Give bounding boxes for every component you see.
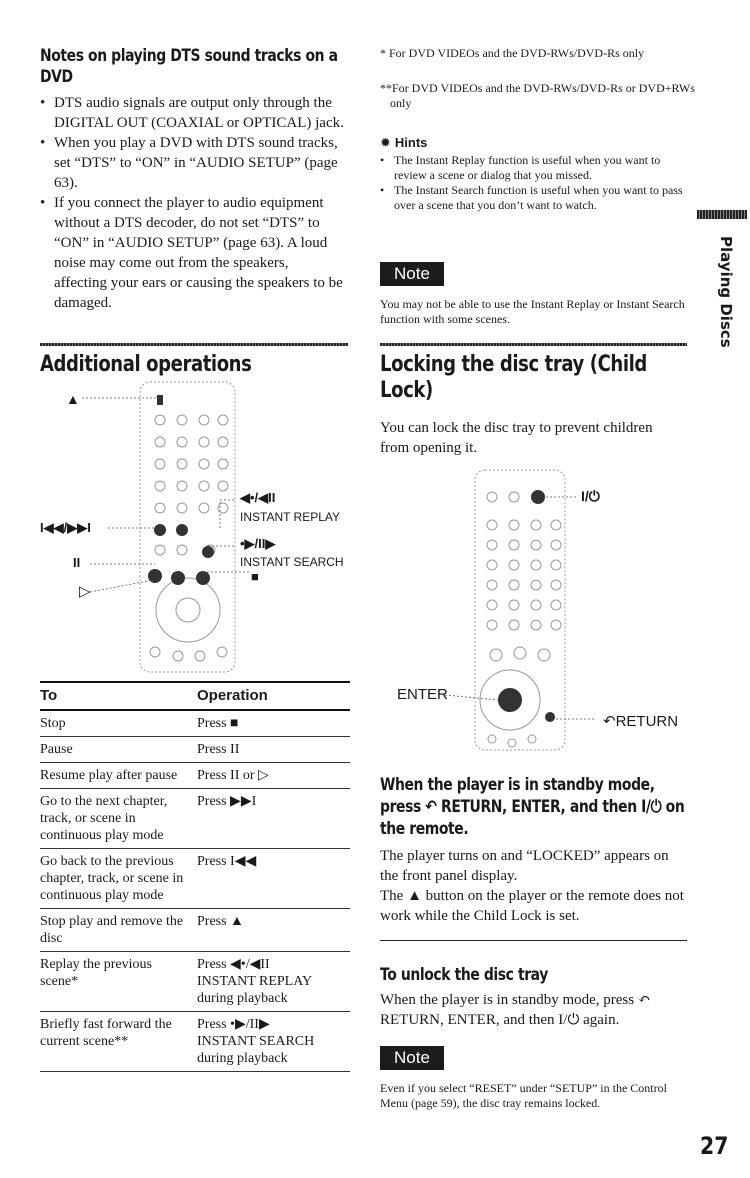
note-badge-2: Note (380, 1046, 444, 1070)
hints-title: Hints (394, 135, 428, 150)
footnote-1: * For DVD VIDEOs and the DVD-RWs/DVD-Rs only (380, 46, 645, 60)
table-row (40, 952, 350, 1012)
table-cell-operation: Press ▲ (197, 909, 350, 952)
footnote-2: **For DVD VIDEOs and the DVD-RWs/DVD-Rs or DVD+RWs only (380, 81, 695, 110)
table-row (40, 737, 350, 763)
hints-heading (380, 134, 427, 152)
instant-search-symbol: •▶/II▶ (240, 536, 276, 551)
table-cell-operation: Press •▶/II▶ INSTANT SEARCH during playback (197, 1012, 350, 1072)
side-tab-label: Playing Discs (717, 236, 735, 348)
dts-notes-list (40, 93, 345, 313)
note-text-2: Even if you select “RESET” under “SETUP” in the Control Menu (page 59), the disc tray remains locked. (380, 1081, 667, 1110)
return-label: ↶RETURN (603, 713, 679, 730)
play-label: ▷ (79, 583, 91, 600)
unlock-text: When the player is in standby mode, press ↶ RETURN, ENTER, and then I/⏻ again. (380, 992, 651, 1028)
operations-table-body (40, 710, 350, 1072)
list-item: • If you connect the player to audio equipment without a DTS decoder, do not set “DTS” to “ON” in “AUDIO SETUP” (page 63). A loud noise may come out from the speakers, affecting your ears or causing the speakers to be damaged. (40, 193, 345, 313)
table-top-rule (40, 681, 350, 683)
divider (380, 940, 687, 941)
instant-search-label: INSTANT SEARCH (240, 555, 344, 569)
table-row (40, 763, 350, 789)
table-cell-operation: Press ◀•/◀II INSTANT REPLAY during playback (197, 952, 350, 1012)
table-cell-operation: Press ▶▶I (197, 789, 350, 849)
prev-next-label: I◀◀/▶▶I (40, 520, 91, 535)
table-cell-to: Pause (40, 737, 197, 763)
side-tab-bar (697, 210, 747, 219)
eject-label: ▲ (66, 391, 80, 407)
section-divider (380, 343, 687, 346)
table-cell-operation: Press II (197, 737, 350, 763)
unlock-title: To unlock the disc tray (380, 965, 548, 985)
table-row (40, 710, 350, 737)
instant-replay-label: INSTANT REPLAY (240, 510, 341, 524)
hints-list (380, 153, 685, 213)
lightbulb-icon: ✹ (380, 135, 391, 150)
table-row (40, 789, 350, 849)
page-number: 27 (700, 1132, 729, 1160)
additional-operations-title: Additional operations (40, 352, 252, 377)
table-cell-to: Go back to the previous chapter, track, or scene in continuous play mode (40, 849, 197, 909)
table-header-operation: Operation (197, 685, 350, 710)
child-lock-title: Locking the disc tray (Child Lock) (380, 352, 647, 403)
standby-text-2: The ▲ button on the player or the remote does not work while the Child Lock is set. (380, 888, 684, 924)
table-row (40, 849, 350, 909)
table-cell-to: Replay the previous scene* (40, 952, 197, 1012)
table-row (40, 909, 350, 952)
table-cell-to: Stop (40, 710, 197, 737)
list-item: • The Instant Replay function is useful when you want to review a scene or dialog that you missed. (380, 153, 685, 183)
table-header-to: To (40, 685, 197, 710)
instant-replay-symbol: ◀•/◀II (240, 490, 276, 505)
table-cell-operation: Press ■ (197, 710, 350, 737)
list-item: • When you play a DVD with DTS sound tracks, set “DTS” to “ON” in “AUDIO SETUP” (page 63). (40, 133, 345, 193)
enter-label: ENTER (397, 686, 448, 703)
note-badge-1: Note (380, 262, 444, 286)
table-cell-to: Go to the next chapter, track, or scene in continuous play mode (40, 789, 197, 849)
dts-notes-title: Notes on playing DTS sound tracks on a DVD (40, 46, 338, 87)
list-item: • DTS audio signals are output only through the DIGITAL OUT (COAXIAL or OPTICAL) jack. (40, 93, 345, 133)
pause-label: II (73, 555, 81, 570)
table-cell-to: Stop play and remove the disc (40, 909, 197, 952)
child-lock-intro: You can lock the disc tray to prevent children from opening it. (380, 420, 653, 456)
table-cell-to: Briefly fast forward the current scene** (40, 1012, 197, 1072)
power-label: I/⏻ (581, 488, 600, 504)
table-cell-operation: Press I◀◀ (197, 849, 350, 909)
standby-instruction: When the player is in standby mode, press ↶ RETURN, ENTER, and then I/⏻ on the remote. (380, 775, 685, 839)
table-cell-to: Resume play after pause (40, 763, 197, 789)
list-item: • The Instant Search function is useful when you want to pass over a scene that you don’t want to watch. (380, 183, 685, 213)
standby-text-1: The player turns on and “LOCKED” appears on the front panel display. (380, 848, 669, 884)
operations-table (40, 685, 350, 1072)
section-divider (40, 343, 348, 346)
stop-label: ■ (251, 569, 259, 584)
remote-illustration-child-lock (430, 465, 630, 765)
note-text-1: You may not be able to use the Instant Replay or Instant Search function with some scenes. (380, 297, 685, 326)
remote-illustration-operations (60, 380, 350, 675)
table-cell-operation: Press II or ▷ (197, 763, 350, 789)
table-row (40, 1012, 350, 1072)
